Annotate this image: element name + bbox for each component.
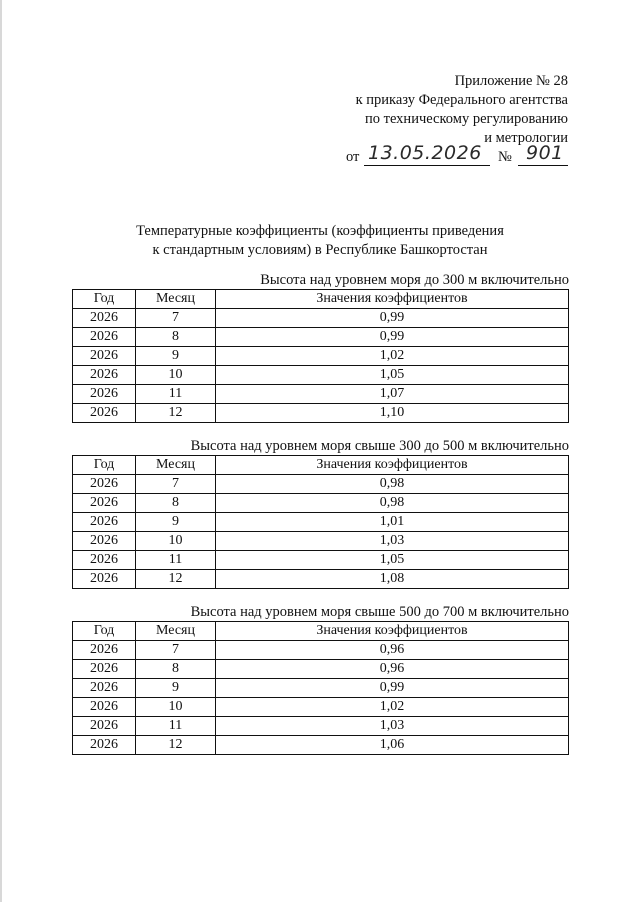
table-block-altitude-500-700 — [72, 604, 569, 755]
year-cell: 2026 — [73, 551, 136, 570]
header-line: к приказу Федерального агентства — [355, 92, 568, 108]
number-underline — [518, 165, 568, 166]
table-row — [73, 347, 569, 366]
table-header-row — [73, 290, 569, 309]
month-cell: 9 — [136, 513, 216, 532]
month-cell: 9 — [136, 347, 216, 366]
month-cell: 11 — [136, 717, 216, 736]
value-cell: 0,96 — [216, 641, 569, 660]
column-header-month: Месяц — [136, 622, 216, 641]
year-cell: 2026 — [73, 679, 136, 698]
table-row — [73, 641, 569, 660]
month-cell: 8 — [136, 328, 216, 347]
table-row — [73, 698, 569, 717]
column-header-value: Значения коэффициентов — [216, 290, 569, 309]
value-cell: 1,01 — [216, 513, 569, 532]
year-cell: 2026 — [73, 736, 136, 755]
month-cell: 7 — [136, 309, 216, 328]
table-row — [73, 328, 569, 347]
value-cell: 0,98 — [216, 475, 569, 494]
year-cell: 2026 — [73, 513, 136, 532]
table-row — [73, 660, 569, 679]
year-cell: 2026 — [73, 641, 136, 660]
column-header-year: Год — [73, 456, 136, 475]
table-row — [73, 494, 569, 513]
table-row — [73, 736, 569, 755]
number-prefix: № — [498, 149, 512, 165]
handwritten-date: 13.05.2026 — [368, 142, 482, 164]
year-cell: 2026 — [73, 366, 136, 385]
column-header-year: Год — [73, 290, 136, 309]
table-caption: Высота над уровнем моря свыше 300 до 500 м включительно — [190, 438, 569, 454]
year-cell: 2026 — [73, 717, 136, 736]
month-cell: 10 — [136, 366, 216, 385]
table-row — [73, 366, 569, 385]
value-cell: 1,02 — [216, 698, 569, 717]
title-line: к стандартным условиям) в Республике Башкортостан — [152, 242, 488, 258]
year-cell: 2026 — [73, 404, 136, 423]
value-cell: 1,07 — [216, 385, 569, 404]
table-block-altitude-300-500 — [72, 438, 569, 589]
scan-edge — [0, 0, 2, 902]
column-header-value: Значения коэффициентов — [216, 456, 569, 475]
column-header-year: Год — [73, 622, 136, 641]
year-cell: 2026 — [73, 475, 136, 494]
table-row — [73, 717, 569, 736]
table-row — [73, 475, 569, 494]
appendix-header — [288, 72, 568, 148]
table-row — [73, 309, 569, 328]
value-cell: 1,05 — [216, 551, 569, 570]
month-cell: 11 — [136, 551, 216, 570]
value-cell: 1,05 — [216, 366, 569, 385]
month-cell: 12 — [136, 404, 216, 423]
year-cell: 2026 — [73, 309, 136, 328]
value-cell: 1,06 — [216, 736, 569, 755]
year-cell: 2026 — [73, 532, 136, 551]
value-cell: 1,03 — [216, 717, 569, 736]
coefficients-table — [72, 455, 569, 589]
month-cell: 11 — [136, 385, 216, 404]
year-cell: 2026 — [73, 385, 136, 404]
value-cell: 1,10 — [216, 404, 569, 423]
document-title — [70, 222, 570, 260]
header-line: и метрологии — [484, 130, 568, 146]
table-caption: Высота над уровнем моря до 300 м включительно — [260, 272, 569, 288]
column-header-month: Месяц — [136, 456, 216, 475]
date-prefix: от — [346, 149, 360, 165]
title-line: Температурные коэффициенты (коэффициенты приведения — [136, 223, 504, 239]
value-cell: 0,99 — [216, 328, 569, 347]
table-header-row — [73, 456, 569, 475]
month-cell: 10 — [136, 698, 216, 717]
year-cell: 2026 — [73, 698, 136, 717]
order-reference — [346, 142, 570, 168]
table-block-altitude-0-300 — [72, 272, 569, 423]
value-cell: 0,99 — [216, 679, 569, 698]
date-underline — [364, 165, 490, 166]
table-row — [73, 570, 569, 589]
table-caption: Высота над уровнем моря свыше 500 до 700 м включительно — [190, 604, 569, 620]
table-row — [73, 385, 569, 404]
value-cell: 1,02 — [216, 347, 569, 366]
month-cell: 10 — [136, 532, 216, 551]
column-header-value: Значения коэффициентов — [216, 622, 569, 641]
year-cell: 2026 — [73, 570, 136, 589]
value-cell: 1,03 — [216, 532, 569, 551]
table-row — [73, 551, 569, 570]
value-cell: 0,98 — [216, 494, 569, 513]
year-cell: 2026 — [73, 347, 136, 366]
table-header-row — [73, 622, 569, 641]
header-line: Приложение № 28 — [454, 73, 568, 89]
table-row — [73, 532, 569, 551]
header-line: по техническому регулированию — [364, 111, 568, 127]
month-cell: 8 — [136, 494, 216, 513]
year-cell: 2026 — [73, 328, 136, 347]
year-cell: 2026 — [73, 494, 136, 513]
month-cell: 8 — [136, 660, 216, 679]
year-cell: 2026 — [73, 660, 136, 679]
table-row — [73, 679, 569, 698]
value-cell: 0,96 — [216, 660, 569, 679]
value-cell: 1,08 — [216, 570, 569, 589]
month-cell: 12 — [136, 570, 216, 589]
month-cell: 9 — [136, 679, 216, 698]
handwritten-number: 901 — [526, 142, 564, 164]
coefficients-table — [72, 621, 569, 755]
table-row — [73, 513, 569, 532]
column-header-month: Месяц — [136, 290, 216, 309]
value-cell: 0,99 — [216, 309, 569, 328]
table-row — [73, 404, 569, 423]
month-cell: 7 — [136, 641, 216, 660]
month-cell: 12 — [136, 736, 216, 755]
month-cell: 7 — [136, 475, 216, 494]
coefficients-table — [72, 289, 569, 423]
